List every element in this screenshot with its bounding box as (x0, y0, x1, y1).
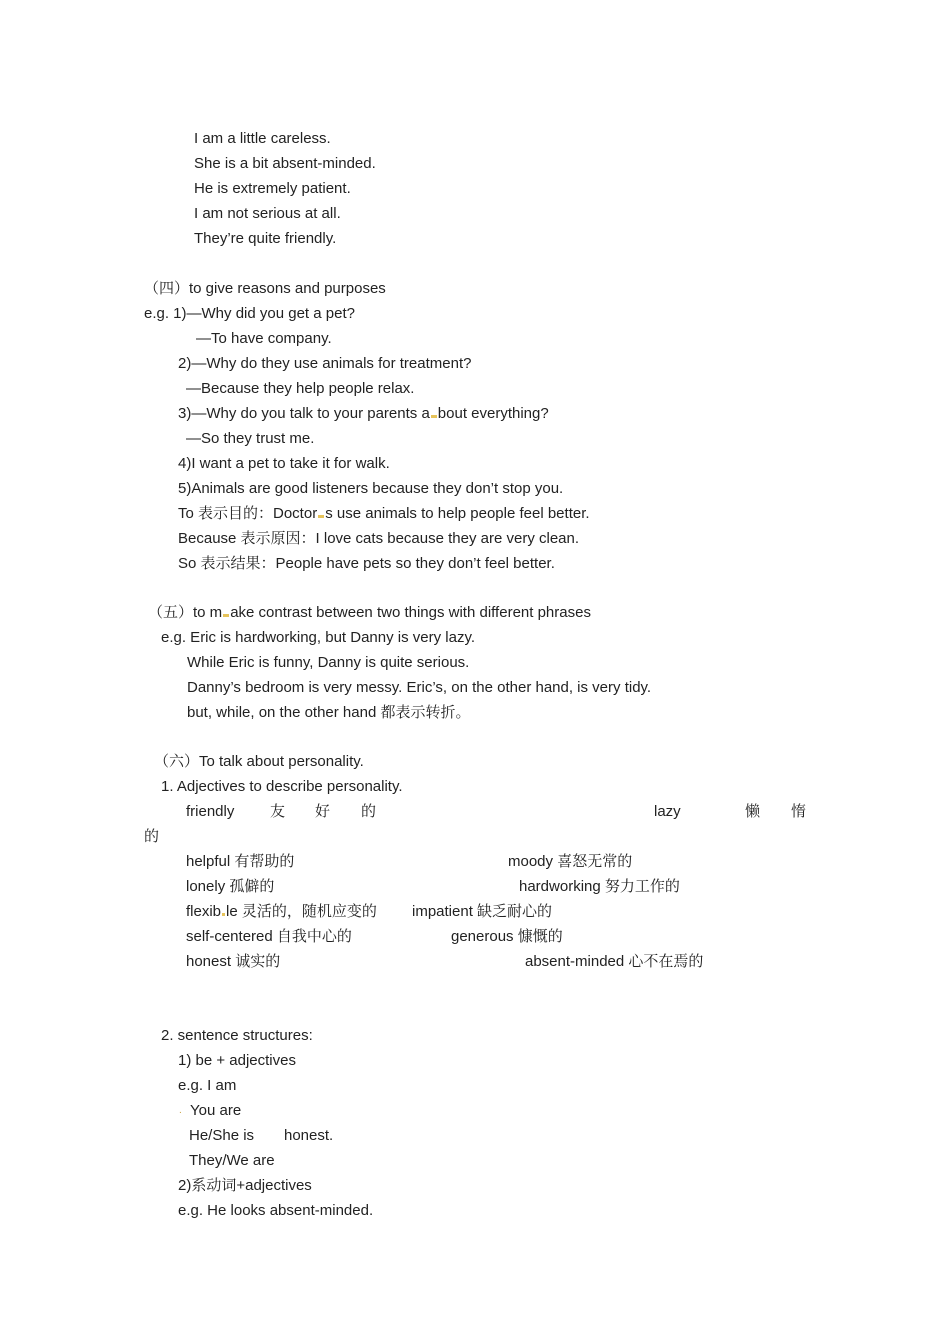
adjective-meaning-char: 的 (361, 803, 377, 820)
section-4-line: —To have company. (196, 330, 332, 347)
structure-line: You are (190, 1102, 242, 1119)
text-fragment: bout everything? (437, 405, 549, 422)
adjective-entry: moody 喜怒无常的 (508, 853, 633, 870)
adjective-meaning-char: 好 (315, 803, 331, 820)
text-fragment: ake contrast between two things with different phrases (230, 604, 591, 621)
section-6-subheading: 2. sentence structures: (161, 1027, 313, 1044)
edit-mark-icon (431, 415, 437, 418)
edit-mark-icon (318, 515, 324, 518)
section-5-line: but, while, on the other hand 都表示转折。 (187, 704, 471, 721)
adjective-entry: hardworking 努力工作的 (519, 878, 680, 895)
section-5-line: Danny’s bedroom is very messy. Eric’s, on the other hand, is very tidy. (187, 679, 652, 696)
section-4-line: e.g. 1)—Why did you get a pet? (144, 305, 355, 322)
adjective-entry: helpful 有帮助的 (186, 853, 295, 870)
structure-line: e.g. He looks absent-minded. (178, 1202, 374, 1219)
section-6-subheading: 1. Adjectives to describe personality. (161, 778, 403, 795)
adjective-entry: impatient 缺乏耐心的 (412, 903, 553, 920)
adjective-term: lazy (654, 803, 681, 820)
section-4-line: —So they trust me. (186, 430, 315, 447)
adjective-term: friendly (186, 803, 235, 820)
adjective-entry: honest 诚实的 (186, 953, 281, 970)
text-fragment: To 表示目的：Doctor (178, 505, 318, 522)
text-fragment: s use animals to help people feel better. (325, 505, 590, 522)
example-sentence: They’re quite friendly. (194, 230, 337, 247)
example-sentence: She is a bit absent-minded. (194, 155, 376, 172)
section-4-line: —Because they help people relax. (186, 380, 415, 397)
section-4-line: Because 表示原因：I love cats because they are very clean. (178, 530, 580, 547)
text-fragment: （五）to m (148, 604, 223, 621)
section-4-line: So 表示结果：People have pets so they don’t feel better. (178, 555, 555, 572)
text-fragment: flexib (186, 903, 222, 920)
section-5-line: While Eric is funny, Danny is quite serious. (187, 654, 470, 671)
structure-line: e.g. I am (178, 1077, 237, 1094)
edit-mark-icon (223, 614, 229, 617)
section-6-heading: （六）To talk about personality. (154, 753, 364, 770)
example-sentence: He is extremely patient. (194, 180, 351, 197)
structure-line: 2)系动词+adjectives (178, 1177, 312, 1194)
section-4-heading: （四）to give reasons and purposes (144, 280, 386, 297)
adjective-entry: generous 慷慨的 (451, 928, 563, 945)
text-fragment: le 灵活的，随机应变的 (226, 903, 377, 920)
section-5-line: e.g. Eric is hardworking, but Danny is very lazy. (161, 629, 476, 646)
adjective-meaning-char: 惰 (791, 803, 807, 820)
adjective-entry: lonely 孤僻的 (186, 878, 275, 895)
adjective-entry: self-centered 自我中心的 (186, 928, 352, 945)
structure-line: 1) be + adjectives (178, 1052, 296, 1069)
adjective-meaning-char: 友 (270, 803, 286, 820)
example-sentence: I am a little careless. (194, 130, 331, 147)
section-4-line: 5)Animals are good listeners because they don’t stop you. (178, 480, 564, 497)
structure-line: He/She is (189, 1127, 255, 1144)
example-sentence: I am not serious at all. (194, 205, 341, 222)
edit-mark: . (179, 1105, 182, 1116)
text-fragment: 3)—Why do you talk to your parents a (178, 405, 430, 422)
section-5-heading (148, 603, 591, 623)
structure-line: honest. (284, 1127, 334, 1144)
section-4-line (178, 504, 590, 524)
adjective-meaning-char: 懒 (745, 803, 761, 820)
structure-line: They/We are (189, 1152, 275, 1169)
section-4-line: 2)—Why do they use animals for treatment? (178, 355, 472, 372)
section-4-line: 4)I want a pet to take it for walk. (178, 455, 390, 472)
adjective-meaning-char: 的 (144, 828, 160, 845)
section-4-line (178, 404, 549, 424)
adjective-entry (186, 902, 377, 922)
edit-mark-icon (222, 913, 225, 916)
adjective-entry: absent-minded 心不在焉的 (525, 953, 704, 970)
